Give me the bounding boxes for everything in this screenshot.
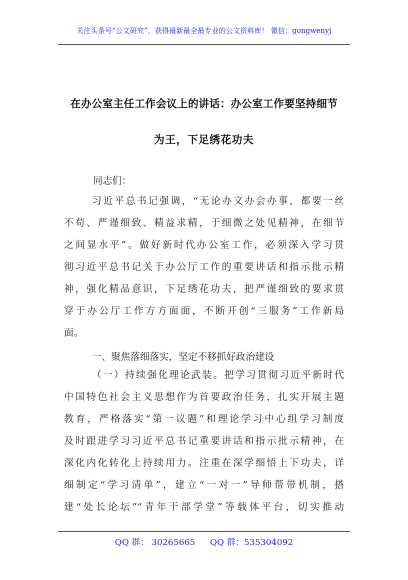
body-paragraph-1: [64, 191, 344, 345]
paragraph-line: 建“处长论坛”“青年干部学堂”等载体平台，切实推动: [64, 502, 344, 513]
footer-qq-group-2: QQ 群：535304092: [210, 538, 294, 548]
paragraph-line: 穿于办公厅工作方方面面，不断开创“三服务”工作新局: [64, 306, 344, 317]
paragraph-line: 面。: [64, 328, 84, 339]
salutation: 同志们：: [93, 176, 132, 187]
paragraph-line: （一）持续强化理论武装。把学习贯彻习近平新时代: [92, 370, 344, 381]
paragraph-line: 习近平总书记强调，“无论办文办会办事，都要一丝: [92, 196, 344, 207]
paragraph-line: 及时跟进学习习近平总书记重要讲话和指示批示精神，在: [64, 436, 344, 447]
document-title-line-1: 在办公室主任工作会议上的讲话：办公室工作要坚持细节: [70, 98, 338, 110]
paragraph-line: 深化内化转化上持续用力。注重在深学细悟上下功夫，详: [64, 458, 344, 469]
paragraph-line: 神，强化精品意识，下足绣花功夫，把严谨细致的要求贯: [64, 284, 344, 295]
header-notice: 关注头条号“公文研究”，获得最新最全最专业的公文资料库！ 微信：gongwenyj: [76, 27, 332, 35]
paragraph-line: 之间显水平”。做好新时代办公室工作，必须深入学习贯: [64, 240, 344, 251]
section-heading-1: 一、聚焦落细落实，坚定不移抓好政治建设: [92, 352, 275, 363]
footer-contact: [0, 536, 408, 548]
paragraph-line: 彻习近平总书记关于办公厅工作的重要讲话和指示批示精: [64, 262, 344, 273]
document-title-line-2: 为王，下足绣花功夫: [154, 134, 254, 146]
footer-divider: [58, 531, 350, 532]
header-divider: [58, 44, 350, 45]
paragraph-line: 中国特色社会主义思想作为首要政治任务，扎实开展主题: [64, 392, 344, 403]
paragraph-line: 不苟、严谨细致、精益求精，于细微之处见精神，在细节: [64, 218, 344, 229]
paragraph-line: 细制定“学习清单”，建立“一对一”导师帮带机制，搭: [64, 480, 344, 491]
paragraph-line: 教育，严格落实“第一议题”和理论学习中心组学习制度: [64, 414, 344, 425]
body-paragraph-2: [64, 365, 344, 519]
footer-qq-group-1: QQ 群： 30265665: [114, 538, 196, 548]
